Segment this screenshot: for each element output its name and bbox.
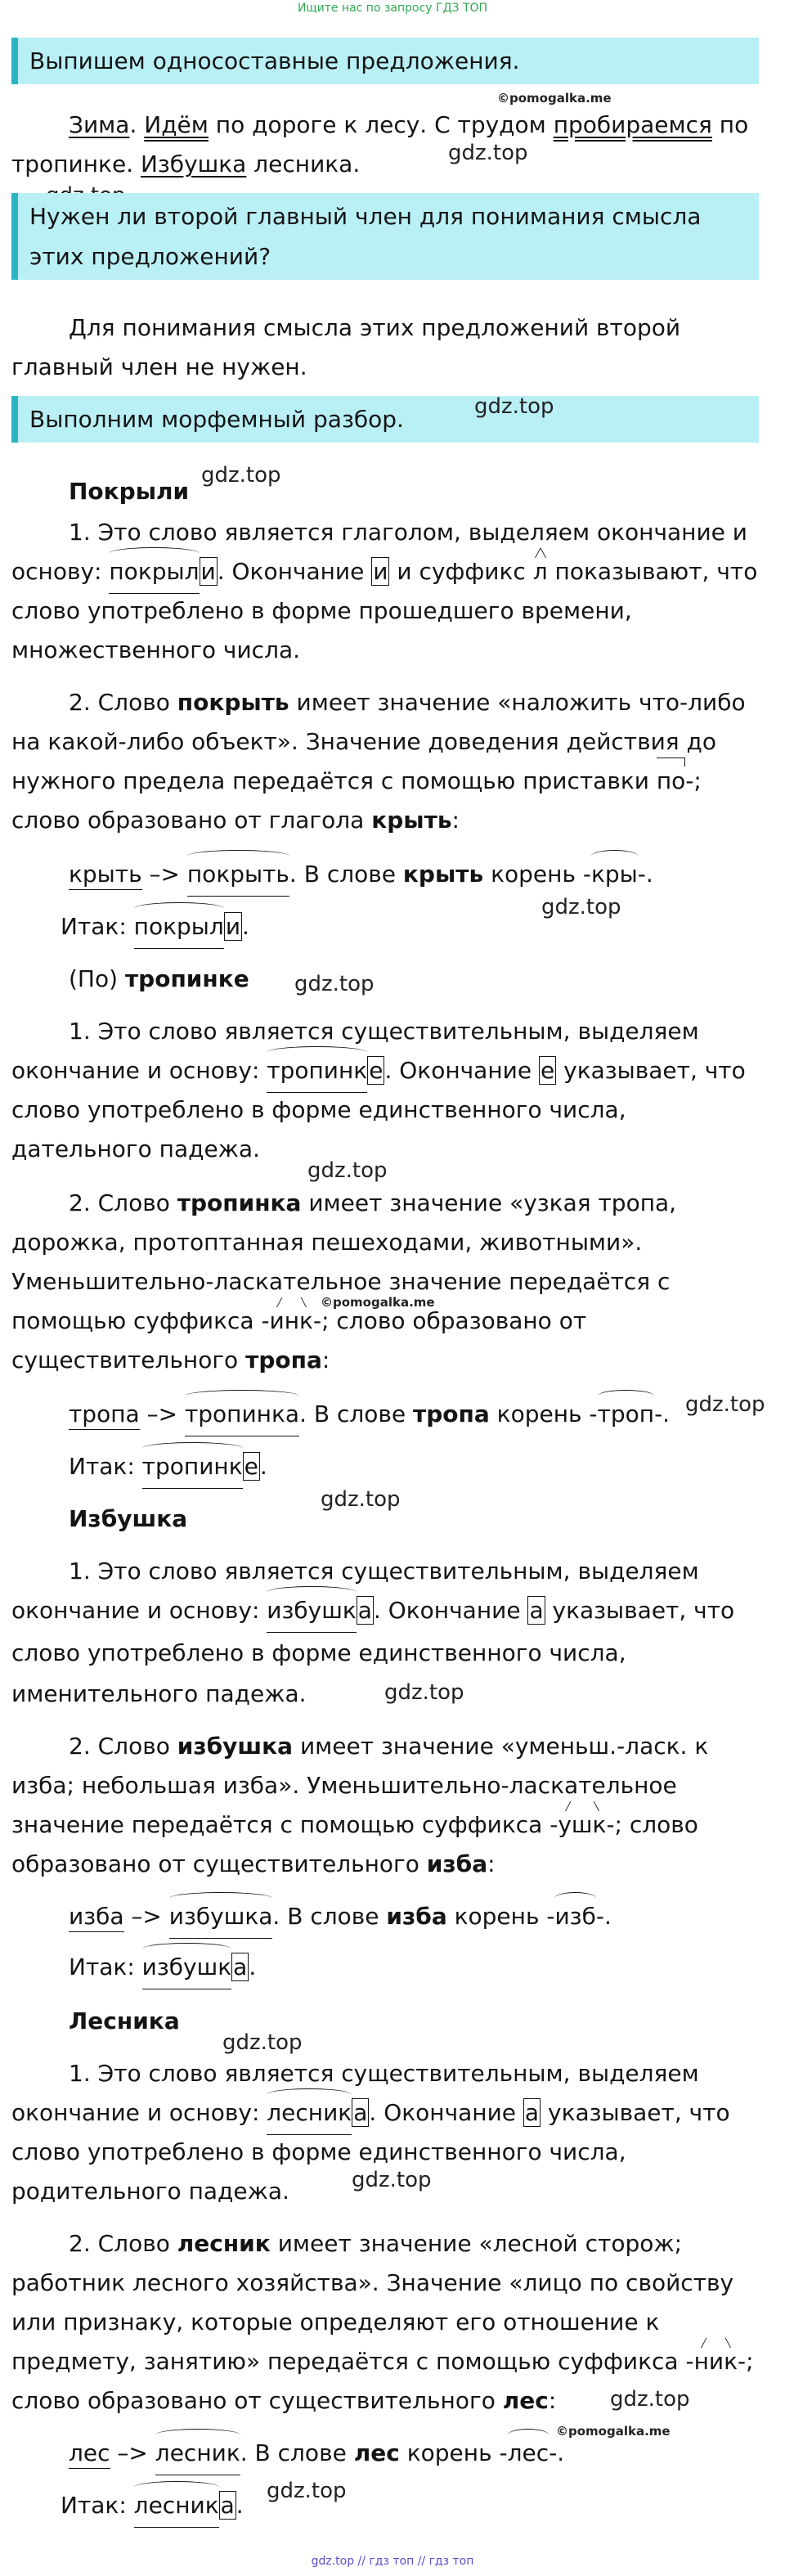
derivation-line: лес –> лесник. В слове лес корень -лес-.	[69, 2433, 564, 2475]
word-title-tropinke: (По) тропинке	[69, 965, 249, 992]
watermark-gdz: gdz.top	[448, 141, 528, 165]
itak-line: Итак: лесника.	[61, 2485, 244, 2528]
word-subject: Зима	[69, 111, 130, 138]
watermark-gdz: gdz.top	[222, 2030, 303, 2055]
ending-mark: и	[373, 558, 388, 585]
sentence-line-2: тропинке. Избушка лесника.	[11, 151, 361, 178]
line-with-morphemes: окончание и основу: тропинке. Окончание е указывает, что	[11, 1050, 746, 1093]
heading-box-morpheme: Выполним морфемный разбор.	[11, 396, 759, 443]
sentence-line-1: Зима. Идём по дороге к лесу. С трудом пробираемся по	[69, 111, 749, 138]
watermark-gdz: gdz.top	[541, 895, 621, 919]
prefix-mark: по	[657, 761, 685, 801]
watermark-gdz: gdz.top	[201, 463, 281, 488]
word-title-izbushka: Избушка	[69, 1505, 188, 1532]
top-banner[interactable]: Ищите нас по запросу ГДЗ ТОП	[297, 2, 488, 15]
watermark-gdz: gdz.top	[610, 2387, 690, 2412]
watermark-gdz: gdz.top	[321, 1487, 401, 1512]
line-with-morphemes: окончание и основу: лесника. Окончание а указывает, что	[11, 2093, 730, 2135]
word-predicate: пробираемся	[553, 111, 712, 138]
watermark-pomogalka: ©pomogalka.me	[556, 2424, 671, 2439]
word-base: покрыл	[109, 551, 199, 594]
heading-text: Выпишем односоставные предложения.	[29, 47, 520, 74]
line-with-morphemes: основу: покрыли. Окончание и и суффикс л показывают, что	[11, 551, 757, 594]
heading-box-task1	[11, 38, 759, 84]
answer-line-2: главный член не нужен.	[11, 353, 307, 380]
watermark-pomogalka: ©pomogalka.me	[321, 1295, 435, 1310]
derivation-line: крыть –> покрыть. В слове крыть корень -кры-.	[69, 854, 653, 897]
watermark-gdz: gdz.top	[294, 972, 375, 996]
word-predicate: Идём	[144, 111, 209, 138]
word-subject: Избушка	[140, 151, 247, 178]
derivation-line: тропа –> тропинка. В слове тропа корень -троп-.	[69, 1394, 670, 1436]
answer-line-1: Для понимания смысла этих предложений второй	[69, 314, 681, 341]
word-title-pokryli: Покрыли	[69, 478, 190, 505]
watermark-gdz: gdz.top	[685, 1392, 765, 1417]
watermark-gdz: gdz.top	[307, 1158, 388, 1183]
bottom-banner[interactable]: gdz.top // гдз топ // гдз топ	[311, 2555, 474, 2568]
watermark-gdz: gdz.top	[474, 394, 554, 419]
word-ending: и	[200, 558, 216, 585]
watermark-pomogalka: ©pomogalka.me	[497, 91, 612, 106]
watermark-gdz: gdz.top	[352, 2168, 432, 2192]
watermark-gdz: gdz.top	[384, 1680, 464, 1705]
itak-line: Итак: тропинке.	[69, 1446, 267, 1489]
itak-line: Итак: избушка.	[69, 1947, 256, 1989]
heading-box-question: Нужен ли второй главный член для понимания смысла этих предложений?	[11, 193, 759, 280]
watermark-gdz: gdz.top	[267, 2479, 347, 2503]
derivation-line: изба –> избушка. В слове изба корень -изб-.	[69, 1896, 612, 1939]
word-title-lesnika: Лесника	[69, 2007, 180, 2034]
line-with-morphemes: окончание и основу: избушка. Окончание а указывает, что	[11, 1590, 734, 1633]
suffix-mark: л	[533, 551, 548, 591]
itak-line: Итак: покрыли.	[61, 906, 249, 949]
